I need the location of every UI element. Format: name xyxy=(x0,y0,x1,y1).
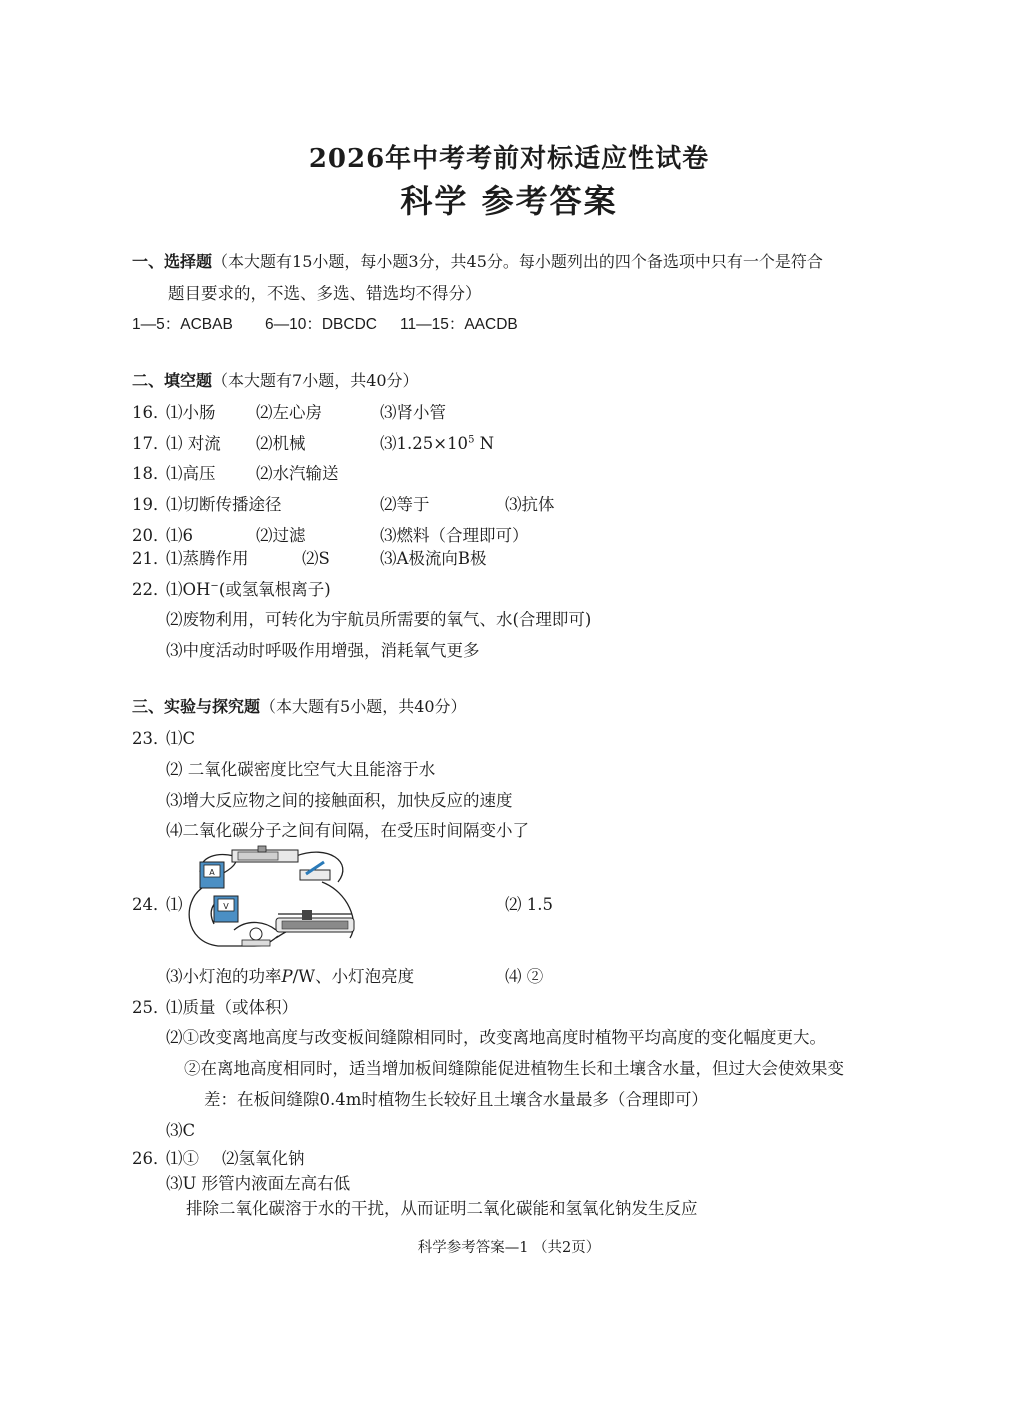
q19-answer-3: ⑶抗体 xyxy=(505,495,555,514)
q23-answer-3: ⑶增大反应物之间的接触面积，加快反应的速度 xyxy=(166,791,513,810)
circuit-diagram xyxy=(178,842,362,954)
switch-icon xyxy=(300,862,330,880)
q17-answer-3 xyxy=(380,430,494,454)
q23-answer-1: ⑴C xyxy=(166,729,196,748)
q23-answer-2: ⑵ 二氧化碳密度比空气大且能溶于水 xyxy=(166,760,436,779)
q17-answer-3-exponent: 5 xyxy=(468,434,475,446)
q23-number: 23． xyxy=(132,729,170,748)
q26-answer-2: ⑵氢氧化钠 xyxy=(222,1149,305,1168)
section2-note: （本大题有7小题，共40分） xyxy=(212,371,419,390)
q25-answer-2-2: ②在离地高度相同时，适当增加板间缝隙能促进植物生长和土壤含水量，但过大会使效果变 xyxy=(184,1059,844,1078)
section2-header xyxy=(132,368,419,391)
page-footer: 科学参考答案—1 （共2页） xyxy=(417,1240,601,1256)
q26-answer-3: ⑶U 形管内液面左高右低 xyxy=(166,1174,351,1193)
q24-number: 24． xyxy=(132,895,170,914)
answer-key-title: 科学 参考答案 xyxy=(400,182,618,220)
mcq-answers-1-5: 1—5：ACBAB xyxy=(132,316,233,333)
q25-answer-2-3: 差：在板间缝隙0.4m时植物生长较好且土壤含水量最多（合理即可） xyxy=(204,1090,708,1109)
q22-answer-2: ⑵废物利用，可转化为宇航员所需要的氧气、水(合理即可) xyxy=(166,610,592,629)
q17-answer-3-base: ⑶1.25×10 xyxy=(380,434,469,453)
q22-answer-1-formula: ⑴OH xyxy=(166,580,211,599)
q24-answer-2: ⑵ 1.5 xyxy=(505,895,553,914)
section1-heading: 一、选择题 xyxy=(132,252,213,271)
section1-note-cont: 题目要求的，不选、多选、错选均不得分） xyxy=(168,284,482,303)
q20-answer-2: ⑵过滤 xyxy=(256,526,306,545)
q26-answer-1: ⑴① xyxy=(166,1149,199,1168)
mcq-answers-6-10: 6—10：DBCDC xyxy=(265,316,377,333)
q22-answer-1-charge: − xyxy=(210,580,219,592)
q24-answer-1: ⑴ xyxy=(166,895,183,914)
q19-number: 19． xyxy=(132,495,170,514)
q20-answer-1: ⑴6 xyxy=(166,526,193,545)
section3-note: （本大题有5小题，共40分） xyxy=(260,697,467,716)
ammeter-icon xyxy=(200,862,224,888)
q20-number: 20． xyxy=(132,526,170,545)
q16-answer-3: ⑶肾小管 xyxy=(380,403,446,422)
q17-answer-1: ⑴ 对流 xyxy=(166,434,221,453)
ammeter-label: A xyxy=(209,868,215,877)
section2-heading: 二、填空题 xyxy=(132,371,213,390)
q21-answer-3: ⑶A极流向B极 xyxy=(380,549,487,568)
q18-answer-2: ⑵水汽输送 xyxy=(256,464,339,483)
q24-answer-3-variable: P xyxy=(281,967,293,986)
q17-answer-2: ⑵机械 xyxy=(256,434,306,453)
q22-answer-1-name: (或氢氧根离子) xyxy=(218,580,331,599)
q19-answer-2: ⑵等于 xyxy=(380,495,430,514)
section1-header xyxy=(132,249,823,272)
q20-answer-3: ⑶燃料（合理即可） xyxy=(380,526,529,545)
section1-note: （本大题有15小题，每小题3分，共45分。每小题列出的四个备选项中只有一个是符合 xyxy=(212,252,823,271)
q24-answer-3-start: ⑶小灯泡的功率 xyxy=(166,967,282,986)
voltmeter-label: V xyxy=(223,902,229,911)
q26-number: 26． xyxy=(132,1149,170,1168)
q17-answer-3-unit: N xyxy=(474,434,495,453)
q21-answer-1: ⑴蒸腾作用 xyxy=(166,549,249,568)
rheostat-top xyxy=(232,846,298,862)
lamp-icon xyxy=(242,928,270,946)
q24-answer-4: ⑷ ② xyxy=(505,967,544,986)
voltmeter-icon xyxy=(214,896,238,922)
q22-answer-1 xyxy=(166,576,331,600)
q18-number: 18． xyxy=(132,464,170,483)
q25-number: 25． xyxy=(132,998,170,1017)
q24-answer-3-end: /W、小灯泡亮度 xyxy=(292,967,415,986)
exam-title: 2026年中考考前对标适应性试卷 xyxy=(308,144,710,174)
section3-header xyxy=(132,694,467,717)
q22-answer-3: ⑶中度活动时呼吸作用增强，消耗氧气更多 xyxy=(166,641,480,660)
q24-answer-3 xyxy=(166,963,414,987)
q23-answer-4: ⑷二氧化碳分子之间有间隔，在受压时间隔变小了 xyxy=(166,821,529,840)
q25-answer-1: ⑴质量（或体积） xyxy=(166,998,298,1017)
sliding-rheostat-icon xyxy=(276,910,354,932)
q25-answer-3: ⑶C xyxy=(166,1121,196,1140)
mcq-answers-11-15: 11—15：AACDB xyxy=(400,316,518,333)
q19-answer-1: ⑴切断传播途径 xyxy=(166,495,282,514)
q16-number: 16． xyxy=(132,403,170,422)
q22-number: 22． xyxy=(132,580,170,599)
section3-heading: 三、实验与探究题 xyxy=(132,697,261,716)
q21-answer-2: ⑵S xyxy=(302,549,330,568)
q16-answer-2: ⑵左心房 xyxy=(256,403,322,422)
q25-answer-2-1: ⑵①改变离地高度与改变板间缝隙相同时，改变离地高度时植物平均高度的变化幅度更大。 xyxy=(166,1028,826,1047)
q18-answer-1: ⑴高压 xyxy=(166,464,216,483)
q21-number: 21． xyxy=(132,549,170,568)
q26-answer-3-explanation: 排除二氧化碳溶于水的干扰，从而证明二氧化碳能和氢氧化钠发生反应 xyxy=(186,1199,698,1218)
q16-answer-1: ⑴小肠 xyxy=(166,403,216,422)
q17-number: 17． xyxy=(132,434,170,453)
